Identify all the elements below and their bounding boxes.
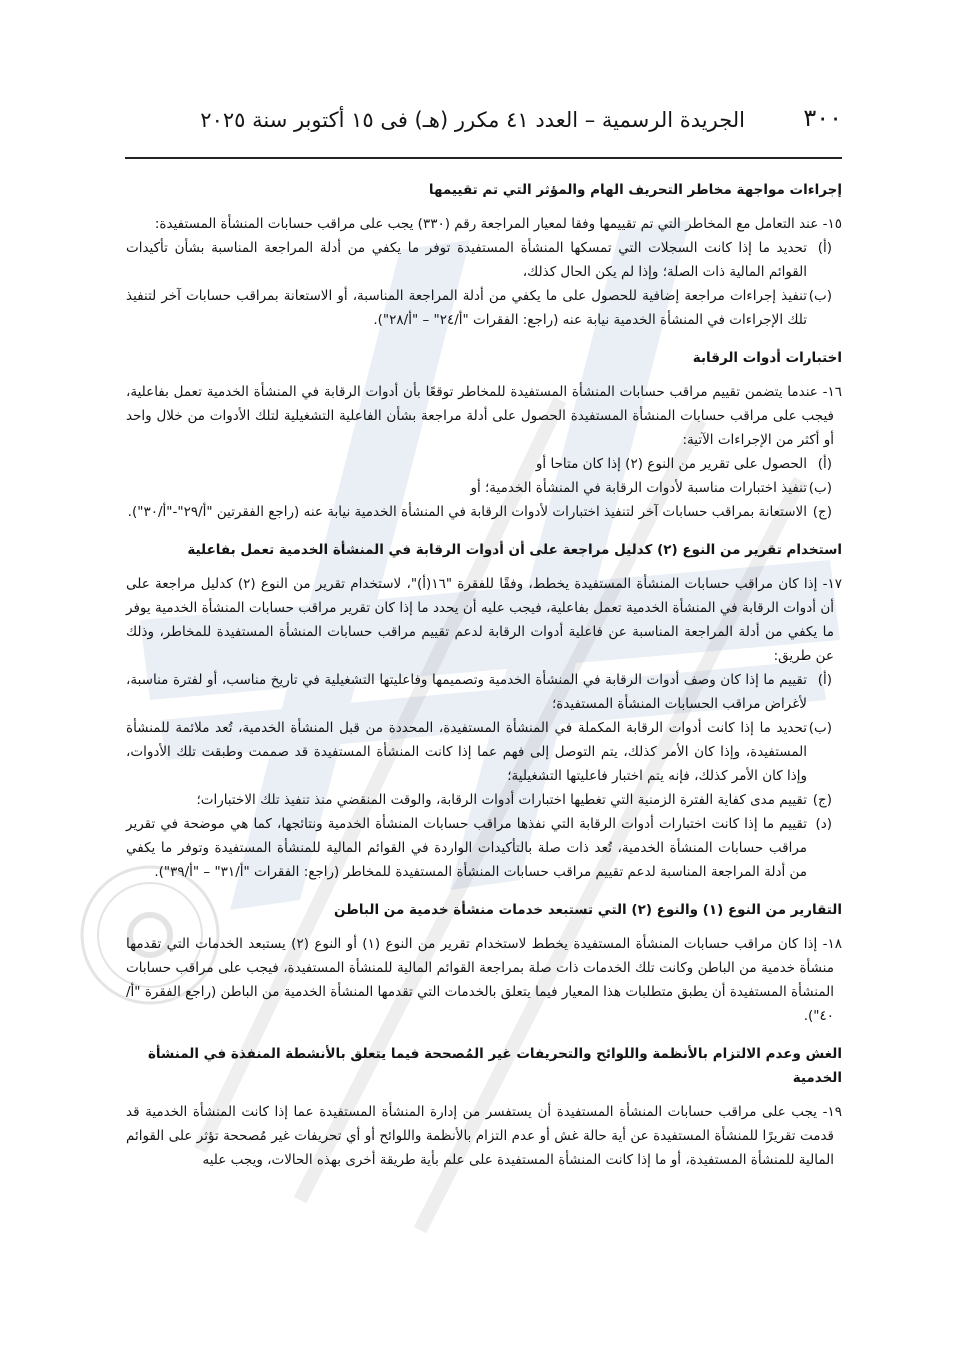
paragraph-number: ١٨- [822,936,842,952]
section-heading: إجراءات مواجهة مخاطر التحريف الهام والمؤثر التي تم تقييمها [428,182,842,198]
section-15 [126,178,842,332]
paragraph-text: إذا كان مراقب حسابات المنشأة المستفيدة يخطط، وفقًا للفقرة "١٦(أ)"، لاستخدام تقرير من النوع (٢) كدليل مراجعة على أن أدوات الرقابة في المنشأة الخدمية تعمل بفاعلية، فيجب عليه أن يحدد ما إذا كان تقرير مراقب حسابات المنشأة الخدمية يوفر ما يكفي من أدلة المراجعة المناسبة عن فاعلية أدوات الرقابة لدعم تقييم مراقب حسابات المنشأة المستفيدة للمخاطر، وذلك عن طريق: [126,576,834,664]
paragraph-text: يجب على مراقب حسابات المنشأة المستفيدة أن يستفسر من إدارة المنشأة المستفيدة عما إذا كانت المنشأة الخدمية قد قدمت تقريرًا للمنشأة المستفيدة عن أية حالة غش أو عدم التزام بالأنظمة واللوائح أو أي تحريفات غير مُصححة تؤثر على القوائم المالية للمنشأة المستفيدة، أو ما إذا كانت المنشأة المستفيدة على علم بأية طريقة أخرى بهذه الحالات، ويجب عليه [126,1104,834,1168]
section-heading: اختبارات أدوات الرقابة [692,350,842,366]
paragraph-16 [126,380,842,452]
paragraph-number: ١٩- [822,1104,842,1120]
paragraph-number: ١٦- [822,384,842,400]
item-text: الحصول على تقرير من النوع (٢) إذا كان متاحا أو [535,456,807,472]
paragraph-text: إذا كان مراقب حسابات المنشأة المستفيدة يخطط لاستخدام تقرير من النوع (١) أو النوع (٢) يستبعد الخدمات التي تقدمها منشأة خدمية من الباطن وكانت تلك الخدمات ذات صلة بمراجعة القوائم المالية للمنشأة المستفيدة، فيجب على مراقب حسابات المنشأة المستفيدة أن يطبق متطلبات هذا المعيار فيما يتعلق بالخدمات التي تقدمها المنشأة الخدمية من الباطن (راجع الفقرة "أ/٤٠"). [126,936,834,1024]
paragraph-text: عندما يتضمن تقييم مراقب حسابات المنشأة المستفيدة للمخاطر توقعًا بأن أدوات الرقابة في المنشأة الخدمية تعمل بفاعلية، فيجب على مراقب حسابات المنشأة المستفيدة الحصول على أدلة مراجعة بشأن الفاعلية التشغيلية لتلك الأدوات من خلال واحد أو أكثر من الإجراءات الآتية: [126,384,834,448]
item-text: تحديد ما إذا كانت السجلات التي تمسكها المنشأة المستفيدة توفر ما يكفي من أدلة المراجعة المناسبة بشأن تأكيدات القوائم المالية ذات الصلة؛ وإذا لم يكن الحال كذلك، [126,240,807,280]
paragraph-number: ١٥- [822,216,842,232]
paragraph-17 [126,572,842,668]
item-label: (أ) [817,456,832,472]
list-item [126,236,842,284]
item-label: (د) [815,816,832,832]
list-item [126,812,842,884]
item-text: تقييم ما إذا كانت اختبارات أدوات الرقابة التي نفذها مراقب حسابات المنشأة الخدمية ونتائجها، كما هي موضحة في تقرير مراقب حسابات المنشأة الخدمية، تُعد ذات صلة بالتأكيدات الواردة في القوائم المالية للمنشأة المستفيدة وتوفر ما يكفي من أدلة المراجعة المناسبة لدعم تقييم مراقب حسابات المنشأة المستفيدة للمخاطر (راجع: الفقرات "أ/٣١" – "أ/٣٩"). [126,816,807,880]
paragraph-18 [126,932,842,1028]
item-text: الاستعانة بمراقب حسابات آخر لتنفيذ اختبارات لأدوات الرقابة في المنشأة الخدمية نيابة عنه (راجع الفقرتين "أ/٢٩"-"أ/٣٠"). [127,504,807,520]
gazette-title: الجريدة الرسمية – العدد ٤١ مكرر (هـ) فى ١٥ أكتوبر سنة ٢٠٢٥ [200,108,745,132]
paragraph-15 [126,212,842,236]
item-text: تقييم ما إذا كان وصف أدوات الرقابة في المنشأة الخدمية وتصميمها وفاعليتها التشغيلية في تاريخ مناسب، أو لفترة مناسبة، لأغراض مراقب الحسابات المنشأة المستفيدة؛ [126,672,807,712]
section-heading: التقارير من النوع (١) والنوع (٢) التي تستبعد خدمات منشأة خدمية من الباطن [333,902,842,918]
page-number: ٣٠٠ [803,104,842,132]
item-label: (ج) [812,792,832,808]
paragraph-text: عند التعامل مع المخاطر التي تم تقييمها وفقا لمعيار المراجعة رقم (٣٣٠) يجب على مراقب حسابات المنشأة المستفيدة: [154,216,819,232]
list-item [126,716,842,788]
section-19 [126,1042,842,1172]
list-item [126,452,842,476]
item-text: تنفيذ اختبارات مناسبة لأدوات الرقابة في المنشأة الخدمية؛ أو [470,480,807,496]
item-label: (ب) [808,720,832,736]
list-item [126,788,842,812]
list-item [126,668,842,716]
section-heading: استخدام تقرير من النوع (٢) كدليل مراجعة على أن أدوات الرقابة في المنشأة الخدمية تعمل بفاعلية [187,542,842,558]
list-item [126,284,842,332]
item-label: (أ) [817,240,832,256]
item-text: تقييم مدى كفاية الفترة الزمنية التي تغطيها اختبارات أدوات الرقابة، والوقت المنقضي منذ تنفيذ تلك الاختبارات؛ [196,792,807,808]
paragraph-19 [126,1100,842,1172]
item-label: (أ) [817,672,832,688]
list-item [126,500,842,524]
header-rule [125,157,842,159]
section-17 [126,538,842,884]
paragraph-number: ١٧- [822,576,842,592]
section-heading: الغش وعدم الالتزام بالأنظمة واللوائح والتحريفات غير المُصححة فيما يتعلق بالأنشطة المنفذة في المنشأة الخدمية [147,1046,842,1086]
list-item [126,476,842,500]
item-text: تنفيذ إجراءات مراجعة إضافية للحصول على ما يكفي من أدلة المراجعة المناسبة، أو الاستعانة بمراقب حسابات آخر لتنفيذ تلك الإجراءات في المنشأة الخدمية نيابة عنه (راجع: الفقرات "أ/٢٤" – "أ/٢٨"). [126,288,807,328]
item-label: (ب) [808,480,832,496]
document-body [126,178,842,1172]
item-label: (ب) [808,288,832,304]
section-18 [126,898,842,1028]
item-label: (ج) [812,504,832,520]
section-16 [126,346,842,524]
item-text: تحديد ما إذا كانت أدوات الرقابة المكملة في المنشأة المستفيدة، المحددة من قبل المنشأة الخدمية، تُعد ملائمة للمنشأة المستفيدة، وإذا كان الأمر كذلك، يتم التوصل إلى فهم عما إذا كانت المنشأة المستفيدة قد صممت وطبقت تلك الأدوات، وإذا كان الأمر كذلك، فإنه يتم اختبار فاعليتها التشغيلية؛ [126,720,807,784]
